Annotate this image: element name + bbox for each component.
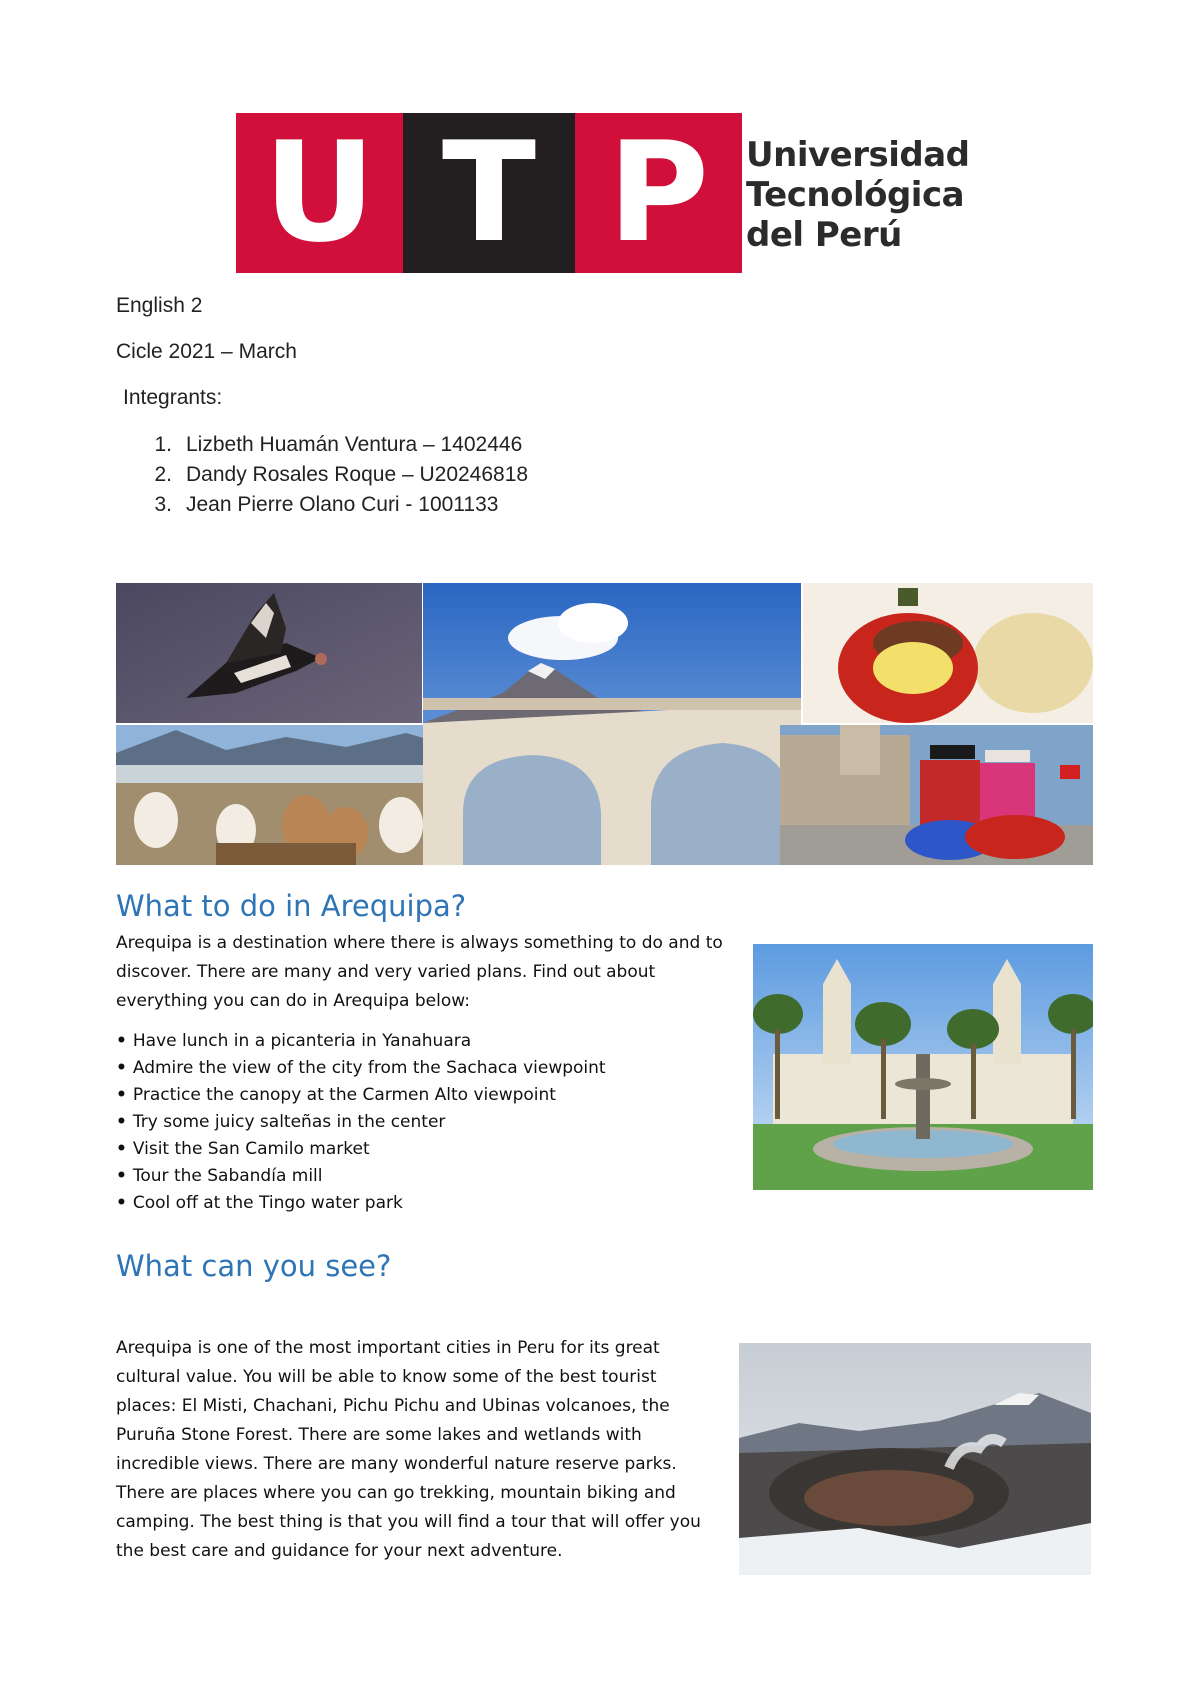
logo-letter-t: T xyxy=(441,112,537,273)
section-heading-what-to-do: What to do in Arequipa? xyxy=(116,889,467,923)
logo-box-p xyxy=(575,113,742,273)
list-item: • Have lunch in a picanteria in Yanahuara xyxy=(116,1031,472,1051)
volcano-crater-photo xyxy=(739,1343,1091,1575)
member-item: 3. Jean Pierre Olano Curi - 1001133 xyxy=(154,493,499,516)
logo-box-t xyxy=(403,113,575,273)
logo-line-1: Universidad xyxy=(746,135,970,175)
rocoto-relleno-photo xyxy=(803,583,1093,723)
logo-line-3: del Perú xyxy=(746,215,902,255)
logo-box-u xyxy=(236,113,403,273)
utp-logo xyxy=(236,113,971,273)
member-item: 1. Lizbeth Huamán Ventura – 1402446 xyxy=(154,433,523,456)
list-item: • Admire the view of the city from the Sachaca viewpoint xyxy=(116,1058,606,1078)
section2-body: Arequipa is one of the most important cities in Peru for its great cultural value. You will be able to know some of the best tourist places: El Misti, Chachani, Pichu Pichu and Ubinas volcanoes, the Puruña Stone Forest. There are some lakes and wetlands with incredible views. There are many wonderful nature reserve parks. There are places where you can go trekking, mountain biking and camping. The best thing is that you will find a tour that will offer you the best care and guidance for your next adventure. xyxy=(116,1338,701,1561)
alpacas-photo xyxy=(116,725,441,865)
logo-letter-p: P xyxy=(607,112,710,273)
activities-list xyxy=(116,1028,606,1217)
section1-intro: Arequipa is a destination where there is always something to do and to discover. There are many and very varied plans. Find out about everything you can do in Arequipa below: xyxy=(116,933,723,1011)
section-heading-what-to-see: What can you see? xyxy=(116,1249,392,1283)
member-item: 2. Dandy Rosales Roque – U20246818 xyxy=(154,463,529,486)
logo-letter-u: U xyxy=(263,112,376,273)
list-item: • Cool off at the Tingo water park xyxy=(116,1193,403,1213)
traditional-dancers-photo xyxy=(780,725,1093,865)
course-name: English 2 xyxy=(116,294,203,317)
integrants-label: Integrants: xyxy=(123,386,223,409)
photo-collage xyxy=(116,583,1093,865)
list-item: • Try some juicy salteñas in the center xyxy=(116,1112,446,1132)
cycle-label: Cicle 2021 – March xyxy=(116,340,297,363)
yanahuara-arches-photo xyxy=(423,583,801,865)
condor-photo xyxy=(116,583,422,723)
list-item: • Practice the canopy at the Carmen Alto viewpoint xyxy=(116,1085,556,1105)
plaza-de-armas-photo xyxy=(753,944,1093,1190)
logo-line-2: Tecnológica xyxy=(746,175,965,215)
list-item: • Visit the San Camilo market xyxy=(116,1139,370,1159)
list-item: • Tour the Sabandía mill xyxy=(116,1166,323,1186)
